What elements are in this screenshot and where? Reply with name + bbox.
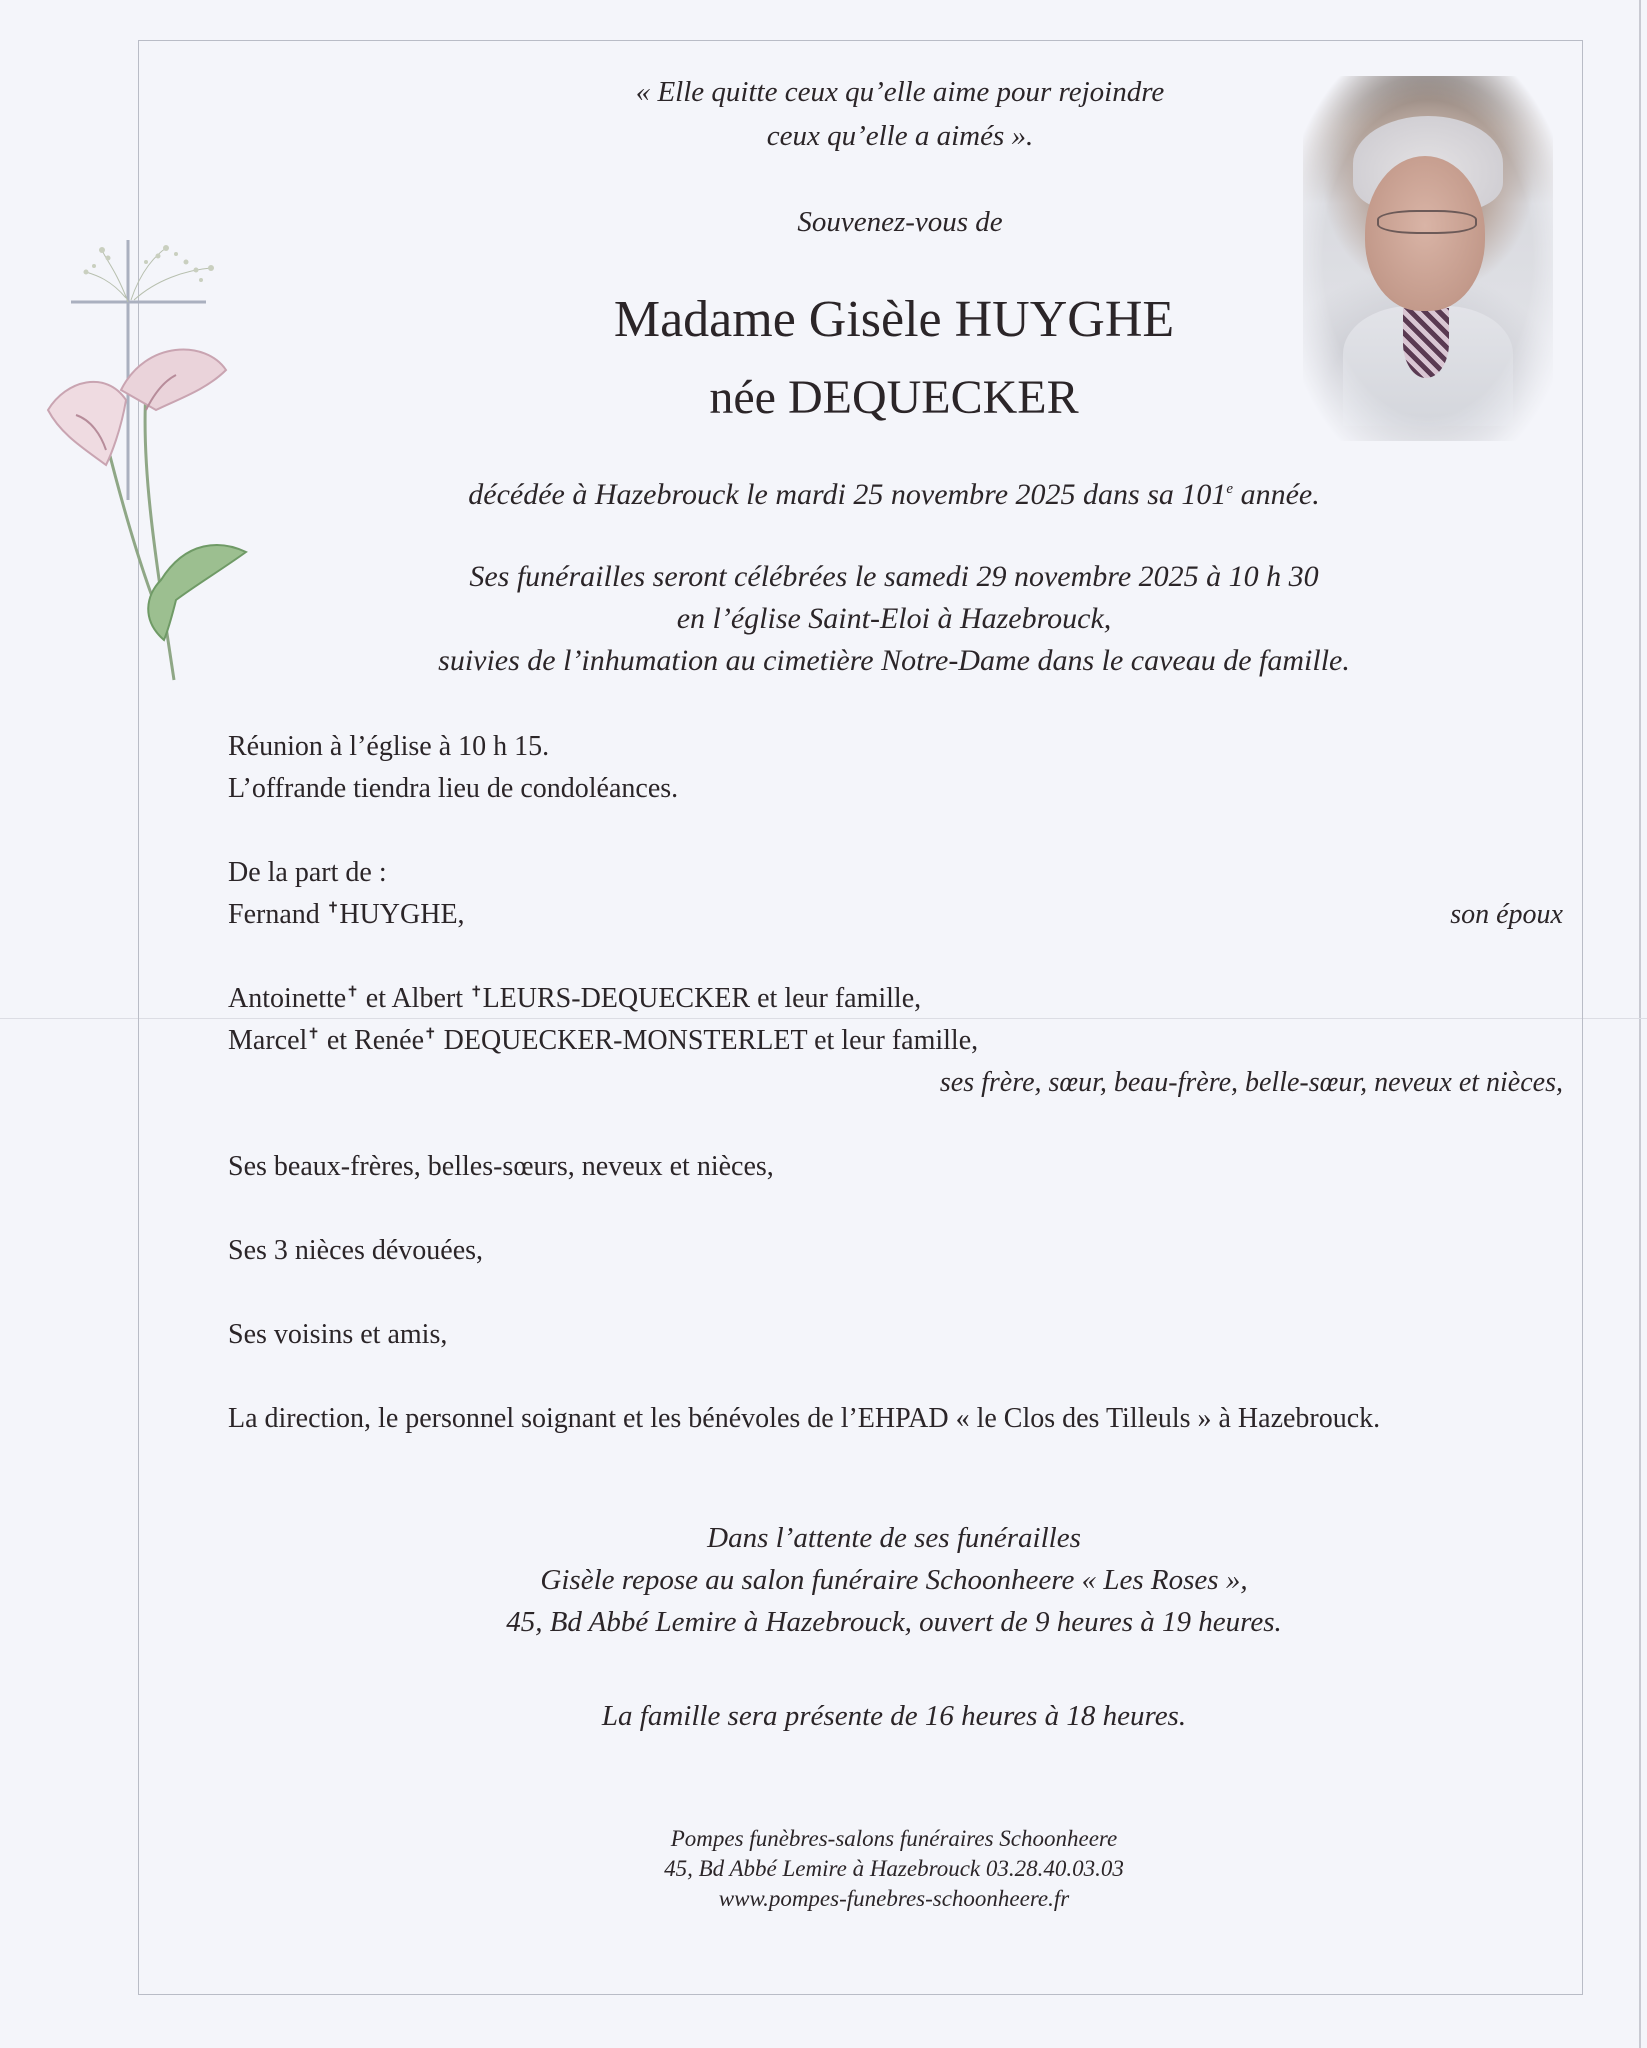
offering-info: L’offrande tiendra lieu de condoléances. — [228, 773, 679, 804]
quote-line-1: « Elle quitte ceux qu’elle aime pour rejoindre — [635, 76, 1165, 108]
siblings-relation: ses frère, sœur, beau-frère, belle-sœur, neveux et nièces, — [939, 1067, 1563, 1098]
footer-company: Pompes funèbres-salons funéraires Schoonheere — [670, 1826, 1118, 1851]
viewing-line-1: Dans l’attente de ses funérailles — [707, 1522, 1081, 1554]
spouse-first-name: Fernand — [228, 899, 327, 930]
nieces-line: Ses 3 nièces dévouées, — [228, 1235, 484, 1266]
cross-icon: ✝ — [424, 1026, 437, 1043]
family-present-line: La famille sera présente de 16 heures à 18 heures. — [601, 1700, 1187, 1732]
siblings-line-1 — [228, 978, 921, 1020]
spouse-line — [228, 894, 465, 936]
footer-website: www.pompes-funebres-schoonheere.fr — [718, 1886, 1070, 1911]
deceased-name: Madame Gisèle HUYGHE — [613, 291, 1175, 348]
meeting-info: Réunion à l’église à 10 h 15. — [228, 731, 550, 762]
death-statement — [394, 478, 1394, 512]
cross-icon: ✝ — [307, 1026, 320, 1043]
viewing-line-2: Gisèle repose au salon funéraire Schoonheere « Les Roses », — [540, 1564, 1248, 1596]
death-text: décédée à Hazebrouck le mardi 25 novembre 2025 dans sa 101 — [468, 478, 1227, 511]
funeral-line-1: Ses funérailles seront célébrées le samedi 29 novembre 2025 à 10 h 30 — [469, 560, 1319, 593]
sibling-family: LEURS-DEQUECKER et leur famille, — [482, 983, 922, 1014]
siblings-line-2 — [228, 1020, 978, 1062]
sibling-name: Marcel — [228, 1025, 308, 1056]
sibling-name: et Albert — [358, 983, 470, 1014]
funeral-line-2: en l’église Saint-Eloi à Hazebrouck, — [676, 602, 1112, 635]
cross-icon: ✝ — [346, 984, 359, 1001]
ehpad-line: La direction, le personnel soignant et les bénévoles de l’EHPAD « le Clos des Tilleuls » à Hazebrouck. — [228, 1403, 1381, 1434]
sibling-name: et Renée — [319, 1025, 425, 1056]
paper-edge — [1639, 0, 1641, 2048]
from-label: De la part de : — [228, 857, 387, 888]
death-text-end: année. — [1233, 478, 1320, 511]
cross-icon: ✝ — [326, 900, 340, 917]
spouse-relation: son époux — [1450, 899, 1563, 930]
funeral-line-3: suivies de l’inhumation au cimetière Notre-Dame dans le caveau de famille. — [438, 644, 1350, 677]
sibling-name: Antoinette — [228, 983, 347, 1014]
spouse-last-name: HUYGHE, — [339, 899, 465, 930]
sibling-family: DEQUECKER-MONSTERLET et leur famille, — [436, 1025, 979, 1056]
ordinal-suffix: e — [1226, 481, 1234, 497]
maiden-name: née DEQUECKER — [709, 371, 1079, 424]
remember-heading: Souvenez-vous de — [797, 206, 1003, 238]
in-laws-line: Ses beaux-frères, belles-sœurs, neveux et nièces, — [228, 1151, 774, 1182]
viewing-line-3: 45, Bd Abbé Lemire à Hazebrouck, ouvert de 9 heures à 19 heures. — [506, 1606, 1282, 1638]
footer-address: 45, Bd Abbé Lemire à Hazebrouck 03.28.40.03.03 — [664, 1856, 1124, 1881]
lily-cross-illustration — [46, 240, 256, 690]
cross-icon: ✝ — [469, 984, 483, 1001]
quote-line-2: ceux qu’elle a aimés ». — [766, 120, 1034, 152]
photo-scarf — [1403, 308, 1449, 378]
neighbors-line: Ses voisins et amis, — [228, 1319, 448, 1350]
